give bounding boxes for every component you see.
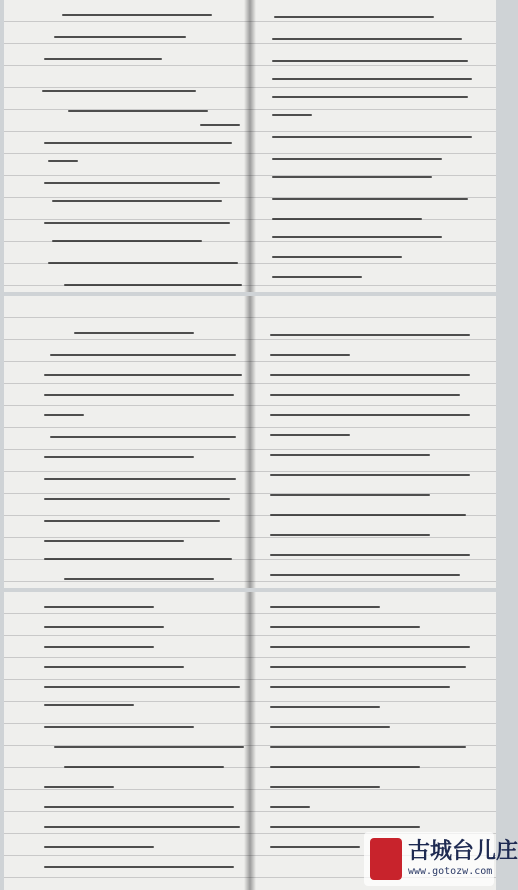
watermark-site-name: 古城台儿庄 — [408, 838, 518, 864]
notebook-right-page — [250, 296, 496, 588]
watermark-seal-icon — [370, 838, 402, 880]
watermark-url: www.gotozw.com — [408, 866, 493, 877]
notebook-left-page — [4, 0, 250, 292]
notebook-left-page — [4, 296, 250, 588]
notebook-photo-2 — [4, 296, 496, 588]
notebook-right-page — [250, 0, 496, 292]
notebook-photo-1 — [4, 0, 496, 292]
site-watermark — [364, 832, 518, 886]
notebook-left-page — [4, 592, 250, 890]
